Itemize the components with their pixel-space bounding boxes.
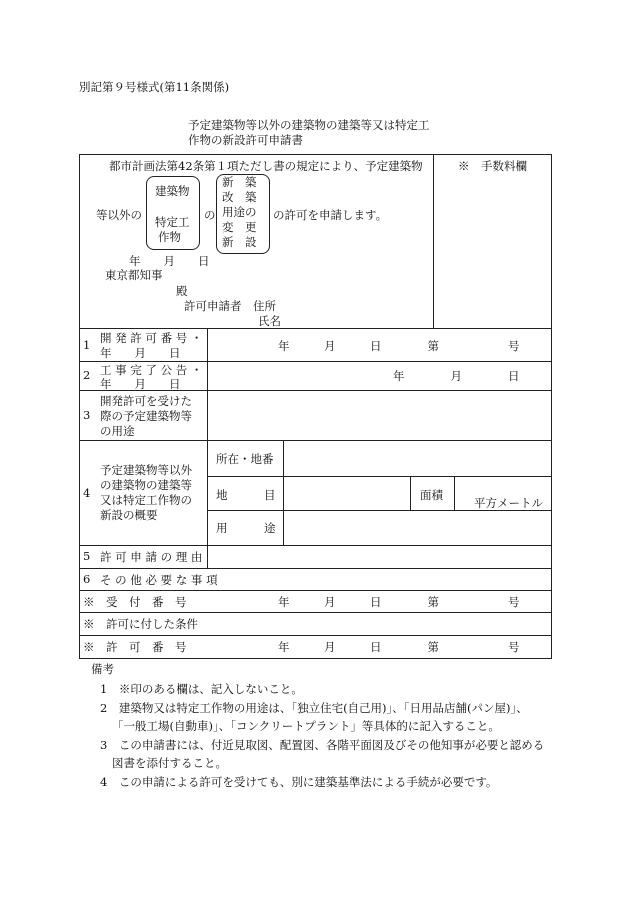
permit-number-label: 開 発 許 可 番 号 ・ (100, 331, 203, 345)
note-3a: 3 この申請書には、付近見取図、配置図、各階平面図及びその他知事が必要と認める (100, 738, 545, 752)
permit-date-label: 年 月 日 (100, 346, 181, 360)
overview-label-line4: 新設の概要 (100, 508, 158, 522)
overview-label-line3: 又は特定工作物の (100, 493, 192, 507)
completion-notice-label: 工 事 完 了 公 告 ・ (100, 363, 203, 377)
option-structure-line1: 特定工 (155, 215, 190, 229)
application-intro: 都市計画法第42条第１項ただし書の規定により、予定建築物 (109, 159, 423, 173)
overview-label-line1: 予定建築物等以外 (100, 463, 192, 477)
location-label: 所在・地番 (216, 452, 274, 466)
applicant-address-label: 許可申請者 住所 (184, 299, 276, 313)
planned-use-label-line2: 際の予定建築物等 (100, 409, 192, 423)
application-prefix: 等以外の (96, 208, 142, 222)
application-date: 年 月 日 (129, 254, 210, 268)
planned-use-label-line3: の用途 (100, 424, 135, 438)
action-option-new: 新 築 (222, 175, 257, 189)
use-label-left: 用 (216, 521, 228, 535)
addressee: 東京都知事 (105, 268, 163, 282)
row-number-1: 1 (83, 338, 91, 352)
note-2a: 2 建築物又は特定工作物の用途は、「独立住宅(自己用)」、「日用品店舗(パン屋)」、 (100, 701, 528, 715)
action-option-use: 用途の (222, 205, 257, 219)
form-title-line1: 予定建築物等以外の建築物の建築等又は特定工 (188, 118, 430, 132)
overview-label-line2: の建築物の建築等 (100, 478, 192, 492)
fee-label: ※ 手数料欄 (458, 159, 527, 173)
row-number-6: 6 (83, 572, 91, 586)
form-number: 別記第９号様式(第11条関係) (79, 80, 230, 94)
note-1: 1 ※印のある欄は、記入しないこと。 (100, 682, 303, 696)
land-category-label-left: 地 (216, 488, 228, 502)
row-number-3: 3 (83, 408, 91, 422)
completion-date-value: 年 月 日 (393, 369, 520, 383)
use-label-right: 途 (264, 521, 276, 535)
row-number-5: 5 (83, 549, 91, 563)
notes-heading: 備考 (91, 662, 114, 676)
area-unit: 平方メートル (474, 496, 543, 510)
permit-number-office-label: ※ 許 可 番 号 (83, 640, 187, 654)
permit-number-date-value: 年 月 日 第 号 (278, 339, 520, 353)
note-3b: 図書を添付すること。 (112, 756, 227, 770)
form-title-line2: 作物の新設許可申請書 (188, 133, 303, 147)
action-option-change: 変 更 (222, 220, 257, 234)
permit-conditions-label: ※ 許可に付した条件 (83, 617, 198, 631)
note-2b: 「一般工場(自動車)」、「コンクリートプラント」等具体的に記入すること。 (112, 719, 500, 733)
application-reason-label: 許 可 申 請 の 理 由 (100, 550, 203, 564)
row-number-4: 4 (83, 486, 91, 500)
planned-use-label-line1: 開発許可を受けた (100, 394, 192, 408)
area-label: 面積 (420, 488, 443, 502)
action-option-rebuild: 改 築 (222, 190, 257, 204)
row-number-2: 2 (83, 368, 91, 382)
action-option-construct: 新 設 (222, 235, 257, 249)
applicant-name-label: 氏名 (258, 314, 281, 328)
land-category-label-right: 目 (264, 488, 276, 502)
option-building: 建築物 (155, 184, 190, 198)
application-suffix: の許可を申請します。 (273, 208, 388, 222)
receipt-number-value: 年 月 日 第 号 (278, 595, 520, 609)
other-matters-label: そ の 他 必 要 な 事 項 (100, 573, 218, 587)
option-structure-line2: 作物 (158, 230, 181, 244)
completion-date-label: 年 月 日 (100, 377, 181, 391)
receipt-number-label: ※ 受 付 番 号 (83, 595, 187, 609)
no-particle: の (204, 208, 216, 222)
permit-number-office-value: 年 月 日 第 号 (278, 640, 520, 654)
honorific: 殿 (176, 284, 188, 298)
note-4: 4 この申請による許可を受けても、別に建築基準法による手続が必要です。 (100, 775, 498, 789)
